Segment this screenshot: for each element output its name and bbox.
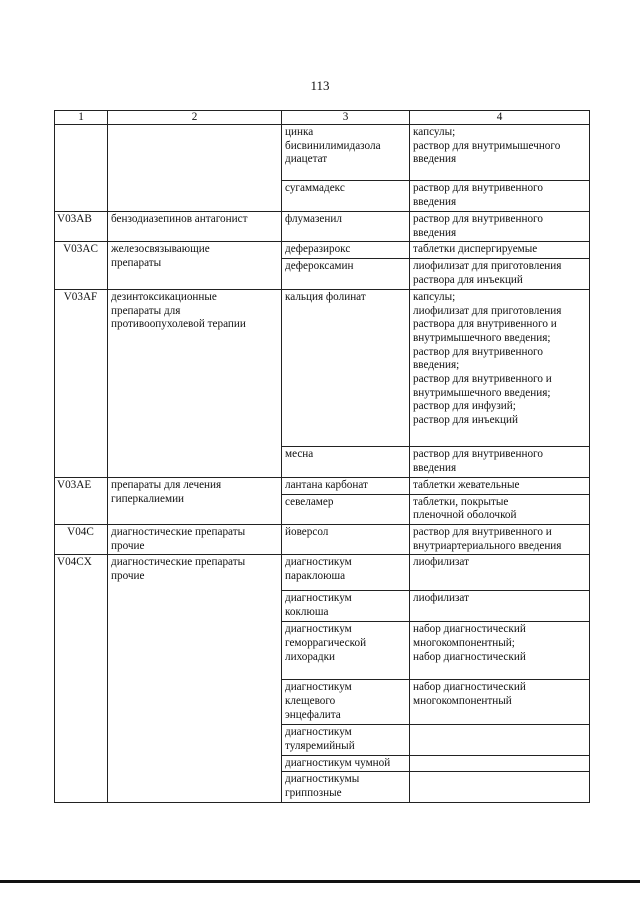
table-row bbox=[55, 125, 590, 181]
form-cell: капсулы; лиофилизат для приготовления раствора для внутривенного и внутримышечного введения; раствор для внутривенного введения; раствор для внутривенного и внутримышечного введения; раствор для инфузий; раствор для инъекций bbox=[410, 289, 590, 446]
group-cell: диагностические препараты прочие bbox=[108, 524, 282, 554]
form-cell: лиофилизат для приготовления раствора для инъекций bbox=[410, 258, 590, 289]
drug-cell: диагностикум коклюша bbox=[282, 591, 410, 622]
column-header: 1 bbox=[55, 111, 108, 125]
form-cell: раствор для внутривенного введения bbox=[410, 212, 590, 242]
form-cell: лиофилизат bbox=[410, 555, 590, 591]
code-cell: V03AF bbox=[55, 289, 108, 477]
group-cell: бензодиазепинов антагонист bbox=[108, 212, 282, 242]
table-row bbox=[55, 477, 590, 494]
drug-cell: месна bbox=[282, 446, 410, 477]
drug-cell: флумазенил bbox=[282, 212, 410, 242]
drug-cell: севеламер bbox=[282, 494, 410, 524]
group-cell: дезинтоксикационные препараты для противоопухолевой терапии bbox=[108, 289, 282, 477]
table-row bbox=[55, 212, 590, 242]
form-cell: набор диагностический многокомпонентный; набор диагностический bbox=[410, 622, 590, 680]
drug-cell: лантана карбонат bbox=[282, 477, 410, 494]
group-cell bbox=[108, 125, 282, 212]
form-cell: раствор для внутривенного и внутриартериального введения bbox=[410, 524, 590, 554]
code-cell: V03AC bbox=[55, 242, 108, 290]
table-row bbox=[55, 524, 590, 554]
drug-table bbox=[54, 110, 590, 803]
table-row bbox=[55, 242, 590, 259]
page-number: 113 bbox=[310, 78, 330, 93]
form-cell: таблетки диспергируемые bbox=[410, 242, 590, 259]
drug-cell: диагностикум геморрагической лихорадки bbox=[282, 622, 410, 680]
drug-cell: сугаммадекс bbox=[282, 181, 410, 212]
column-header: 3 bbox=[282, 111, 410, 125]
form-cell bbox=[410, 725, 590, 755]
drug-cell: диагностикумы гриппозные bbox=[282, 772, 410, 802]
group-cell: препараты для лечения гиперкалиемии bbox=[108, 477, 282, 524]
drug-cell: диагностикум параклоюша bbox=[282, 555, 410, 591]
code-cell: V03AB bbox=[55, 212, 108, 242]
form-cell: таблетки жевательные bbox=[410, 477, 590, 494]
drug-cell: диагностикум клещевого энцефалита bbox=[282, 680, 410, 725]
code-cell bbox=[55, 125, 108, 212]
form-cell: капсулы; раствор для внутримышечного введения bbox=[410, 125, 590, 181]
form-cell: раствор для внутривенного введения bbox=[410, 181, 590, 212]
group-cell: диагностические препараты прочие bbox=[108, 555, 282, 802]
drug-cell: йоверсол bbox=[282, 524, 410, 554]
column-header: 2 bbox=[108, 111, 282, 125]
table-row bbox=[55, 289, 590, 446]
code-cell: V03AE bbox=[55, 477, 108, 524]
column-header: 4 bbox=[410, 111, 590, 125]
form-cell: раствор для внутривенного введения bbox=[410, 446, 590, 477]
bottom-rule bbox=[0, 880, 640, 883]
form-cell: таблетки, покрытые пленочной оболочкой bbox=[410, 494, 590, 524]
table-row bbox=[55, 555, 590, 591]
group-cell: железосвязывающие препараты bbox=[108, 242, 282, 290]
code-cell: V04C bbox=[55, 524, 108, 554]
drug-cell: диагностикум туляремийный bbox=[282, 725, 410, 755]
drug-cell: деферазирокс bbox=[282, 242, 410, 259]
drug-cell: цинка бисвинилимидазола диацетат bbox=[282, 125, 410, 181]
form-cell bbox=[410, 772, 590, 802]
drug-cell: кальция фолинат bbox=[282, 289, 410, 446]
drug-cell: дефероксамин bbox=[282, 258, 410, 289]
form-cell bbox=[410, 755, 590, 772]
code-cell: V04CX bbox=[55, 555, 108, 802]
table-header-row bbox=[55, 111, 590, 125]
form-cell: набор диагностический многокомпонентный bbox=[410, 680, 590, 725]
drug-cell: диагностикум чумной bbox=[282, 755, 410, 772]
form-cell: лиофилизат bbox=[410, 591, 590, 622]
